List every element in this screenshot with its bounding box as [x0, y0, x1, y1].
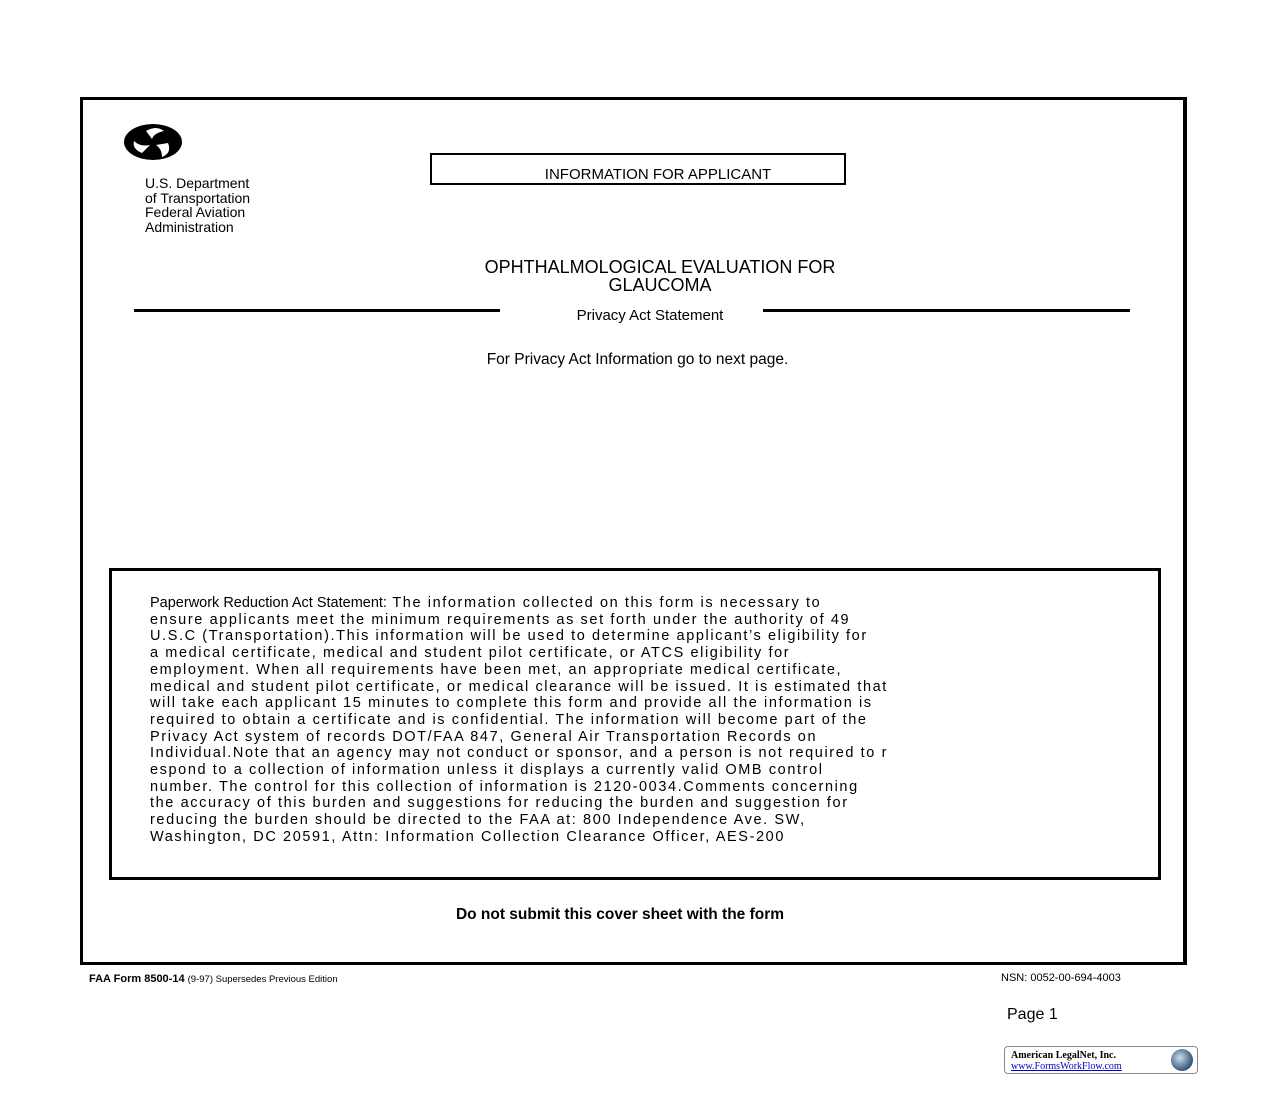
publisher-badge — [1004, 1046, 1198, 1074]
paperwork-line: a medical certificate, medical and student pilot certificate, or ATCS eligibility for — [150, 645, 791, 662]
paperwork-line: Individual.Note that an agency may not conduct or sponsor, and a person is not required to r — [150, 745, 889, 762]
form-number — [89, 973, 338, 985]
paperwork-statement — [150, 595, 888, 846]
privacy-note: For Privacy Act Information go to next page. — [486, 351, 789, 368]
paperwork-lead: Paperwork Reduction Act Statement: — [150, 595, 387, 611]
paperwork-line: espond to a collection of information unless it displays a currently valid OMB control — [150, 762, 824, 779]
paperwork-line: reducing the burden should be directed to the FAA at: 800 Independence Ave. SW, — [150, 812, 806, 829]
info-box: INFORMATION FOR APPLICANT — [430, 153, 846, 185]
privacy-heading: Privacy Act Statement — [576, 307, 724, 324]
do-not-submit-note: Do not submit this cover sheet with the form — [455, 906, 785, 923]
form-title — [350, 258, 970, 294]
divider — [134, 309, 500, 312]
agency-name — [145, 176, 250, 235]
paperwork-line: The information collected on this form is necessary to — [386, 595, 822, 611]
form-id: FAA Form 8500-14 — [89, 973, 185, 985]
publisher-name: American LegalNet, Inc. — [1011, 1050, 1116, 1061]
paperwork-line: will take each applicant 15 minutes to complete this form and provide all the information is — [150, 695, 873, 712]
page-number: Page 1 — [1007, 1006, 1058, 1023]
paperwork-line: U.S.C (Transportation).This information will be used to determine applicant’s eligibility for — [150, 628, 868, 645]
dot-logo-icon — [124, 123, 184, 161]
paperwork-line: ensure applicants meet the minimum requirements as set forth under the authority of 49 — [150, 611, 851, 628]
globe-icon — [1171, 1049, 1193, 1071]
title-line: GLAUCOMA — [608, 275, 712, 295]
divider — [763, 309, 1130, 312]
form-edition: (9-97) Supersedes Previous Edition — [187, 974, 338, 985]
agency-line: Federal Aviation — [145, 204, 246, 221]
paperwork-line: medical and student pilot certificate, or medical clearance will be issued. It is estimated that — [150, 678, 888, 695]
agency-line: U.S. Department — [145, 175, 250, 191]
paperwork-line: Privacy Act system of records DOT/FAA 847, General Air Transportation Records on — [150, 728, 818, 745]
nsn-number: NSN: 0052-00-694-4003 — [1001, 972, 1121, 984]
agency-line: of Transportation — [145, 189, 251, 206]
paperwork-line: required to obtain a certificate and is confidential. The information will become part of the — [150, 711, 868, 728]
paperwork-line: the accuracy of this burden and suggestions for reducing the burden and suggestion for — [150, 795, 849, 812]
paperwork-line: number. The control for this collection of information is 2120-0034.Comments concerning — [150, 778, 859, 795]
agency-line: Administration — [145, 219, 234, 236]
title-line: OPHTHALMOLOGICAL EVALUATION FOR — [484, 257, 836, 277]
paperwork-line: Washington, DC 20591, Attn: Information Collection Clearance Officer, AES-200 — [150, 828, 786, 845]
paperwork-line: employment. When all requirements have been met, an appropriate medical certificate, — [150, 661, 843, 678]
publisher-link[interactable]: www.FormsWorkFlow.com — [1011, 1061, 1122, 1072]
